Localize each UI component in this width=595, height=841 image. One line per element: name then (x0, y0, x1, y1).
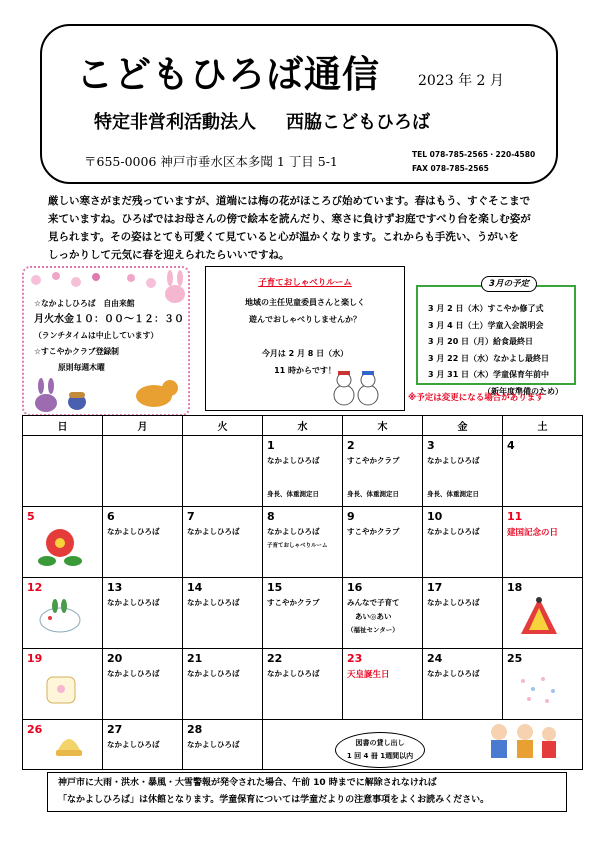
plan-item: 3 月 4 日（土）学童入会説明会 (428, 320, 544, 330)
calendar-cell (503, 436, 583, 507)
calendar-cell (103, 507, 183, 578)
talk-room-box (205, 266, 405, 411)
calendar-cell (343, 578, 423, 649)
weekday-thu: 木 (343, 416, 423, 436)
plan-note: ※予定は変更になる場合があります (408, 393, 544, 403)
cat-icon (132, 374, 180, 410)
library-rule: 1 回 4 冊 1週間以内 (346, 752, 414, 760)
event: なかよしひろば (427, 456, 480, 465)
week-row (23, 436, 583, 507)
calendar-cell-empty (103, 436, 183, 507)
weekday-wed: 水 (263, 416, 343, 436)
day-number: 3 (427, 439, 435, 452)
day-number: 18 (507, 581, 523, 594)
calendar-cell-empty (23, 436, 103, 507)
day-number: 6 (107, 510, 115, 523)
day-number: 15 (267, 581, 283, 594)
day-number: 5 (27, 510, 35, 523)
day-number: 14 (187, 581, 203, 594)
calendar-cell (423, 649, 503, 720)
event: なかよしひろば (267, 456, 320, 465)
newsletter-title: こどもひろば通信 (76, 52, 380, 96)
notice-line: 「なかよしひろば」は休館となります。学童保育については学童だよりの注意事項をよくお読みください。 (58, 795, 490, 805)
event: なかよしひろば (107, 669, 160, 678)
weekday-mon: 月 (103, 416, 183, 436)
day-number: 10 (427, 510, 443, 523)
event: みんなで子育て (347, 598, 400, 607)
day-number: 11 (507, 510, 523, 523)
event: なかよしひろば (107, 740, 160, 749)
calendar-cell (103, 720, 183, 770)
calendar-cell (263, 436, 343, 507)
calendar-cell (423, 507, 503, 578)
org-type: 特定非営利活動法人 (94, 112, 256, 133)
snowman-icon (328, 367, 384, 407)
day-number: 12 (27, 581, 43, 594)
talk-room-title: 子育ておしゃべりルーム (258, 278, 352, 288)
intro-line: 厳しい寒さがまだ残っていますが、道端には梅の花がほころび始めています。春はもう、すぐそこまで (48, 195, 531, 207)
calendar-cell (23, 507, 103, 578)
day-number: 9 (347, 510, 355, 523)
weekday-fri: 金 (423, 416, 503, 436)
talk-room-line: 地域の主任児童委員さんと楽しく (245, 298, 365, 307)
day-number: 17 (427, 581, 443, 594)
fax-number: FAX 078-785-2565 (412, 164, 489, 173)
intro-text (48, 192, 553, 264)
event: すこやかクラブ (267, 598, 320, 607)
event: なかよしひろば (267, 669, 320, 678)
day-number: 25 (507, 652, 523, 665)
club-schedule: 原則毎週木曜 (58, 363, 105, 372)
calendar-cell (23, 720, 103, 770)
event: 子育ておしゃべりルーム (267, 543, 328, 549)
event: （福祉センター） (347, 626, 399, 634)
hiroba-line: ☆なかよしひろば 自由来館 (34, 299, 135, 308)
contact-info (412, 148, 535, 176)
calendar-cell (423, 436, 503, 507)
event: 身長、体重測定日 (347, 490, 399, 498)
intro-line: 来ていますね。ひろばではお母さんの傍で絵本を読んだり、寒さに負けずお庭ですべり台を楽しむ姿が (48, 213, 531, 225)
children-icon (485, 720, 565, 764)
weekday-tue: 火 (183, 416, 263, 436)
event: なかよしひろば (427, 669, 480, 678)
weekday-header-row (23, 416, 583, 436)
event: なかよしひろば (107, 527, 160, 536)
calendar-cell-empty (183, 436, 263, 507)
flower-petals-icon (515, 671, 565, 707)
event: なかよしひろば (427, 598, 480, 607)
day-number: 24 (427, 652, 443, 665)
event: なかよしひろば (107, 598, 160, 607)
calendar-cell (103, 578, 183, 649)
event: なかよしひろば (427, 527, 480, 536)
acorn-icon (64, 386, 90, 412)
event: すこやかクラブ (347, 456, 400, 465)
week-row (23, 578, 583, 649)
hours-lines (34, 296, 184, 376)
calendar-cell (503, 507, 583, 578)
library-title: 図書の貸し出し (355, 739, 405, 747)
tel-number: TEL 078-785-2565・220-4580 (412, 150, 536, 159)
header-box (40, 24, 558, 184)
talk-room-time: 11 時からです！ (274, 366, 336, 375)
calendar-cell (343, 649, 423, 720)
org-name: 西脇こどもひろば (286, 112, 430, 133)
calendar-cell (263, 649, 343, 720)
calendar-cell (183, 649, 263, 720)
plan-item: （新年度準備のため） (483, 386, 563, 396)
calendar-table (22, 415, 583, 770)
camellia-icon (37, 525, 83, 569)
calendar-cell (343, 436, 423, 507)
plan-item: 3 月 31 日（木）学童保育年前中 (428, 370, 550, 379)
calendar-cell (23, 578, 103, 649)
notice-line: 神戸市に大雨・洪水・暴風・大雪警報が発令された場合、午前 10 時までに解除されなければ (58, 778, 437, 788)
event: すこやかクラブ (347, 527, 400, 536)
calendar-cell (503, 578, 583, 649)
intro-line: しっかりして元気に春を迎えられたらいいですね。 (48, 249, 290, 261)
baby-clothes-icon (39, 669, 83, 709)
hours-panel (22, 266, 190, 416)
club-line: ☆すこやかクラブ登録制 (34, 347, 119, 356)
day-number: 13 (107, 581, 123, 594)
calendar-cell (263, 578, 343, 649)
event: なかよしひろば (267, 527, 320, 536)
plan-item: 3 月 20 日（月）給食最終日 (428, 337, 534, 346)
hours-line: 月火水金１０：００～１２：３０ (34, 314, 184, 325)
day-number: 19 (27, 652, 43, 665)
event: なかよしひろば (187, 740, 240, 749)
week-row (23, 507, 583, 578)
week-row (23, 649, 583, 720)
calendar-cell (183, 507, 263, 578)
calendar-cell (343, 507, 423, 578)
plan-item: 3 月 22 日（水）なかよし最終日 (428, 353, 550, 363)
calendar-cell (23, 649, 103, 720)
day-number: 27 (107, 723, 123, 736)
issue-date: 2023 年 2 月 (418, 73, 504, 89)
holiday-label: 建国記念の日 (507, 528, 559, 538)
event: なかよしひろば (187, 527, 240, 536)
calendar-cell (183, 720, 263, 770)
plan-item: 3 月 2 日（木）すこやか修了式 (428, 304, 544, 313)
day-number: 16 (347, 581, 363, 594)
daruma-decoration-icon (517, 594, 561, 640)
lunch-note: （ランチタイムは中止しています） (34, 331, 159, 340)
day-number: 7 (187, 510, 195, 523)
event: あい◎あい (355, 612, 392, 621)
calendar-cell (183, 578, 263, 649)
weather-notice (47, 772, 567, 812)
intro-line: 見られます。その姿はとても可愛くて見ていると心が温かくなります。これからも手洗い、うがいを (48, 231, 519, 243)
day-number: 23 (347, 652, 363, 665)
march-plan-label: 3月の予定 (481, 276, 537, 292)
day-number: 20 (107, 652, 123, 665)
snow-rabbit-icon (35, 596, 85, 636)
march-plan-list (428, 301, 574, 400)
calendar-cell (423, 578, 503, 649)
calendar-cell (103, 649, 183, 720)
day-number: 1 (267, 439, 275, 452)
calendar-cell (263, 507, 343, 578)
talk-room-date: 今月は 2 月 8 日（水） (261, 349, 349, 358)
day-number: 8 (267, 510, 275, 523)
event: なかよしひろば (187, 598, 240, 607)
calendar-cell (503, 649, 583, 720)
talk-room-line: 遊んでおしゃべりしませんか？ (249, 315, 361, 324)
day-number: 4 (507, 439, 515, 452)
library-lending-oval (335, 732, 425, 768)
day-number: 2 (347, 439, 355, 452)
day-number: 22 (267, 652, 283, 665)
rabbit-icon (28, 378, 64, 414)
weekday-sun: 日 (23, 416, 103, 436)
weekday-sat: 土 (503, 416, 583, 436)
day-number: 26 (27, 723, 43, 736)
march-plan-box (416, 285, 576, 396)
address: 〒655-0006 神戸市垂水区本多聞 1 丁目 5-1 (84, 154, 338, 169)
event: 身長、体重測定日 (267, 490, 319, 498)
day-number: 28 (187, 723, 203, 736)
week-row (23, 720, 583, 770)
day-number: 21 (187, 652, 203, 665)
knit-hat-icon (53, 726, 85, 758)
organization (94, 108, 430, 134)
holiday-label: 天皇誕生日 (347, 670, 390, 680)
event: 身長、体重測定日 (427, 490, 479, 498)
event: なかよしひろば (187, 669, 240, 678)
